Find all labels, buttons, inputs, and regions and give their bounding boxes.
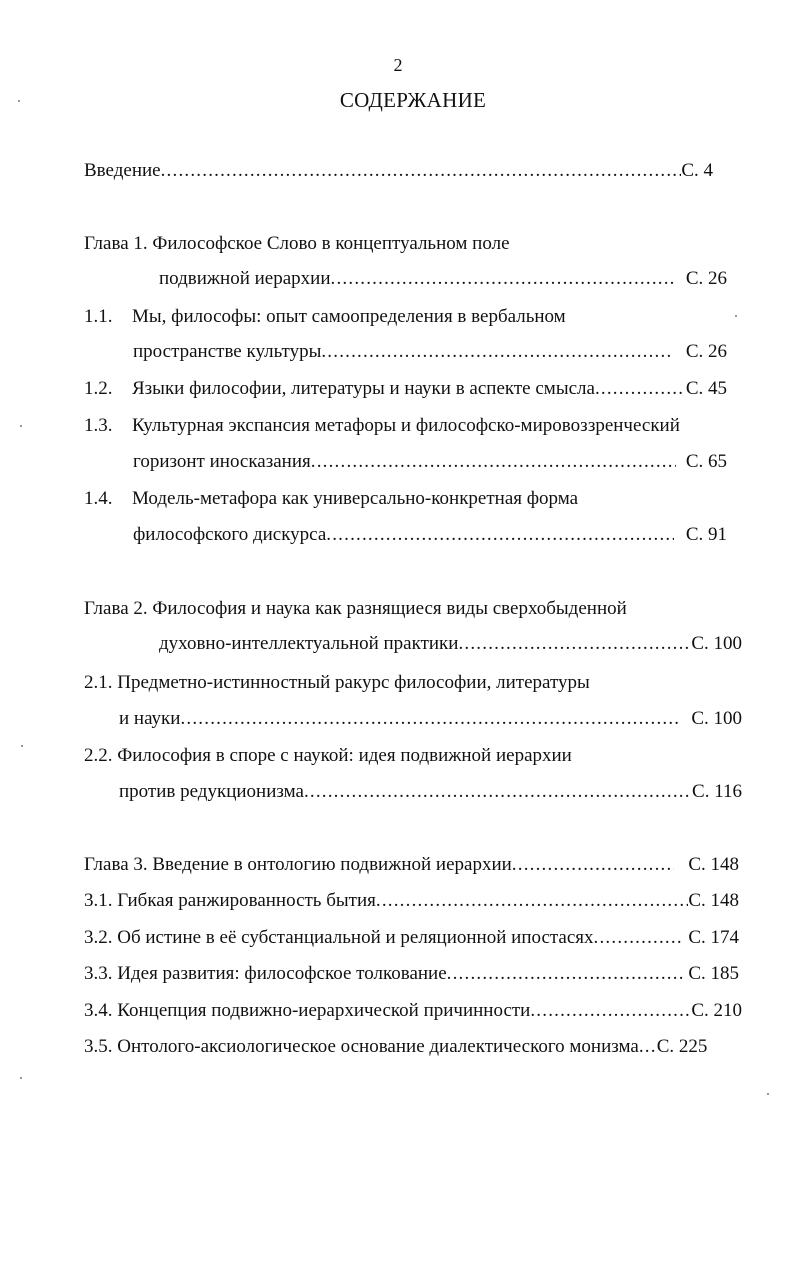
section-number: 1.3. xyxy=(84,415,113,436)
toc-entry-page: С. 100 xyxy=(691,633,742,654)
chapter-1-entry xyxy=(159,267,727,291)
dot-leader xyxy=(180,707,679,731)
toc-entry-page: С. 116 xyxy=(692,781,742,802)
toc-entry-label: духовно-интеллектуальной практики xyxy=(159,633,459,654)
section-number: 1.4. xyxy=(84,488,113,509)
scan-speck xyxy=(20,425,22,427)
dot-leader xyxy=(458,632,691,656)
scan-speck xyxy=(18,100,20,102)
section-title: Языки философии, литературы и науки в аспекте смысла xyxy=(132,378,595,399)
toc-entry-label: 3.1. Гибкая ранжированность бытия xyxy=(84,890,376,911)
toc-entry-page: С. 210 xyxy=(691,1000,742,1021)
section-title: Мы, философы: опыт самоопределения в вербальном xyxy=(132,306,566,327)
chapter-2-entry xyxy=(159,632,742,656)
toc-entry-label: подвижной иерархии xyxy=(159,268,331,289)
toc-entry-page: С. 65 xyxy=(685,451,727,472)
toc-entry-page: С. 45 xyxy=(685,378,727,399)
toc-entry-label: философского дискурса xyxy=(133,524,327,545)
toc-entry-page: С. 4 xyxy=(681,160,713,181)
section-3-5-entry xyxy=(84,1035,743,1059)
dot-leader xyxy=(321,340,671,364)
section-1-3-title xyxy=(84,414,680,438)
toc-entry-page: С. 100 xyxy=(691,708,742,729)
dot-leader xyxy=(331,267,676,291)
section-2-2-title: 2.2. Философия в споре с наукой: идея подвижной иерархии xyxy=(84,745,572,766)
section-number: 1.1. xyxy=(84,306,113,327)
dot-leader xyxy=(530,999,691,1023)
section-1-2-entry xyxy=(84,377,727,401)
dot-leader xyxy=(512,853,675,877)
toc-entry-label: пространстве культуры xyxy=(133,341,322,362)
toc-entry-page: С. 174 xyxy=(688,927,739,948)
section-1-1-title xyxy=(84,305,566,329)
scan-speck xyxy=(767,1093,769,1095)
section-title: Модель-метафора как универсально-конкретная форма xyxy=(132,488,579,509)
dot-leader xyxy=(161,159,682,183)
dot-leader xyxy=(376,889,688,913)
dot-leader xyxy=(594,926,685,950)
toc-entry-page: С. 91 xyxy=(685,524,727,545)
toc-entry-label: Введение xyxy=(84,160,161,181)
toc-entry-page: С. 148 xyxy=(688,854,739,875)
toc-entry-intro xyxy=(84,159,713,183)
section-title: Культурная экспансия метафоры и философско-мировоззренческий xyxy=(132,415,680,436)
scan-speck xyxy=(20,1077,22,1079)
toc-entry-page: С. 225 xyxy=(656,1036,708,1057)
section-1-1-entry xyxy=(133,340,727,364)
dot-leader: ... xyxy=(638,1036,657,1057)
toc-entry-page: С. 185 xyxy=(688,963,739,984)
dot-leader xyxy=(595,377,682,401)
section-2-1-title: 2.1. Предметно-истинностный ракурс философии, литературы xyxy=(84,672,590,693)
toc-entry-label: против редукционизма xyxy=(119,781,304,802)
section-1-4-entry xyxy=(133,523,727,547)
page-title: СОДЕРЖАНИЕ xyxy=(339,88,487,112)
scan-speck xyxy=(21,745,23,747)
toc-entry-label: 3.2. Об истине в её субстанциальной и реляционной ипостасях xyxy=(84,927,594,948)
section-2-2-entry xyxy=(119,780,742,804)
toc-entry-label: и науки xyxy=(119,708,181,729)
section-3-4-entry xyxy=(84,999,742,1023)
toc-entry-label: 3.4. Концепция подвижно-иерархической причинности xyxy=(84,1000,531,1021)
toc-entry-page: С. 148 xyxy=(688,890,739,911)
section-number: 1.2. xyxy=(84,378,113,399)
scan-speck xyxy=(735,315,737,317)
page-number: 2 xyxy=(393,55,403,75)
section-1-3-entry xyxy=(133,450,727,474)
dot-leader xyxy=(311,450,676,474)
toc-entry-label: 3.5. Онтолого-аксиологическое основание диалектического монизма xyxy=(84,1036,639,1057)
section-3-1-entry xyxy=(84,889,739,913)
toc-entry-page: С. 26 xyxy=(685,268,727,289)
toc-entry-label xyxy=(84,377,595,401)
toc-entry-label: Глава 3. Введение в онтологию подвижной иерархии xyxy=(84,854,512,875)
toc-entry-page: С. 26 xyxy=(685,341,727,362)
section-1-4-title xyxy=(84,487,578,511)
dot-leader xyxy=(447,962,685,986)
dot-leader xyxy=(304,780,692,804)
dot-leader xyxy=(326,523,674,547)
chapter-3-entry xyxy=(84,853,739,877)
section-3-2-entry xyxy=(84,926,739,950)
section-3-3-entry xyxy=(84,962,739,986)
toc-entry-label: горизонт иносказания xyxy=(133,451,311,472)
toc-entry-label: 3.3. Идея развития: философское толкование xyxy=(84,963,447,984)
chapter-2-title: Глава 2. Философия и наука как разнящиеся виды сверхобыденной xyxy=(84,598,627,619)
section-2-1-entry xyxy=(119,707,742,731)
chapter-1-title: Глава 1. Философское Слово в концептуальном поле xyxy=(84,233,510,254)
